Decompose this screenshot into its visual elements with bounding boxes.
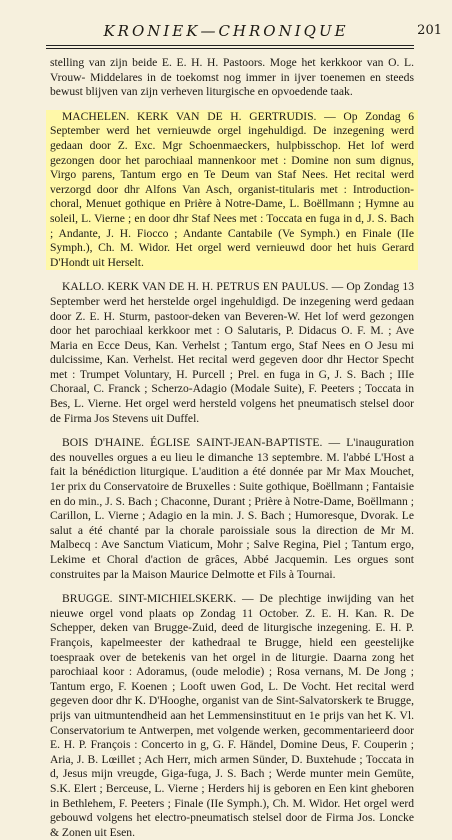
header-rule-top — [46, 45, 414, 46]
article-body — [50, 56, 414, 840]
page-number: 201 — [417, 23, 442, 38]
running-header — [0, 0, 452, 52]
paragraph-continuation: stelling van zijn beide E. E. H. H. Pastoors. Moge het kerkkoor van O. L. Vrouw- Middelares in de toekomst nog immer in ijver toenemen en steeds bewust blijven van zijn verheven liturgische en opvoedende taak. — [50, 56, 414, 99]
running-title: KRONIEK—CHRONIQUE — [103, 22, 349, 40]
news-item: KALLO. KERK VAN DE H. H. PETRUS EN PAULUS. — Op Zondag 13 September werd het herstelde orgel ingehuldigd. De inzegening werd gedaan door Z. E. H. Sturm, pastoor-deken van Beveren-W. Het lof werd gezongen door het parochiaal kerkkoor met : O Salutaris, P. Didacus O. F. M. ; Ave Maria en Ecce Deus, Kan. Verhelst ; Tantum ergo, Staf Nees en O Jesu mi dulcissime, Kan. Verhelst. Het recital werd gegeven door dhr Hector Specht met : Trumpet Voluntary, H. Purcell ; Prel. en fuga in G, J. S. Bach ; IIIe Choraal, C. Franck ; Scherzo-Adagio (Modale Suite), F. Peeters ; Toccata in Bes, L. Vierne. Het orgel werd hersteld volgens het pneumatisch stelsel door de Firma Jos Stevens uit Duffel. — [50, 280, 414, 425]
news-item: MACHELEN. KERK VAN DE H. GERTRUDIS. — Op Zondag 6 September werd het vernieuwde orgel ingehuldigd. De inzegening werd gedaan door Z. Exc. Mgr Schoenmaeckers, hulpbisschop. Het lof werd gezongen door het parochiaal mannenkoor met : Domine non sum dignus, Virgo parens, Tantum ergo en Te Deum van Staf Nees. Het recital werd verzorgd door dhr Alfons Van Asch, organist-titularis met : Introduction-choral, Menuet gothique en Prière à Notre-Dame, L. Boëllmann ; Hymne au soleil, L. Vierne ; en door dhr Staf Nees met : Toccata en fuga in d, J. S. Bach ; Andante, J. H. Fiocco ; Andante Cantabile (Ve Symph.) en Finale (IIe Symph.), Ch. M. Widor. Het orgel werd vernieuwd door het huis Gerard D'Hondt uit Herselt. — [46, 110, 418, 271]
header-rule-bottom — [46, 48, 414, 49]
news-item: BRUGGE. SINT-MICHIELSKERK. — De plechtige inwijding van het nieuwe orgel vond plaats op Zondag 11 October. Z. E. H. Kan. R. De Schepper, deken van Brugge-Zuid, deed de liturgische inzegening. E. H. P. François, kapelmeester der kathedraal te Brugge, hield een geestelijke toespraak over de betekenis van het orgel in de liturgie. Daarna zong het parochiaal koor : Adoramus, (oude melodie) ; Rosa vernans, M. De Jong ; Tantum ergo, F. Koenen ; Looft uwen God, L. De Vocht. Het recital werd gegeven door dhr K. D'Hooghe, organist van de Sint-Salvatorskerk te Brugge, prijs van uitmuntendheid aan het Lemmensinstituut en 1e prijs van het K. Vl. Conservatorium te Antwerpen, met volgende werken, gecommentarieerd door E. H. P. François : Concerto in g, G. F. Händel, Domine Deus, F. Couperin ; Aria, J. B. Lœillet ; Ach Herr, mich armen Sünder, D. Buxtehude ; Toccata in d, Jesus mijn vreugde, Giga-fuga, J. S. Bach ; Werde munter mein Gemüte, S.K. Elert ; Berceuse, L. Vierne ; Herders hij is geboren en Een kint gheboren in Bethlehem, F. Peeters ; Finale (IIe Symph.), Ch. M. Widor. Het orgel werd gebouwd volgens het electro-pneumatisch stelsel door de Firma Jos. Loncke & Zonen uit Esen. — [50, 592, 414, 839]
news-item: BOIS D'HAINE. ÉGLISE SAINT-JEAN-BAPTISTE. — L'inauguration des nouvelles orgues a eu lieu le dimanche 13 septembre. M. l'abbé L'Host a fait la bénédiction liturgique. L'audition a été donnée par Mr Max Mouchet, 1er prix du Conservatoire de Bruxelles : Suite gothique, Boëllmann ; Fantaisie en do min., J. S. Bach ; Chaconne, Durant ; Prière à Notre-Dame, Boëllmann ; Carillon, L. Vierne ; Adagio en la min. J. S. Bach ; Humoresque, Dvorak. Le salut a été chanté par la chorale paroissiale sous la direction de Mr M. Malbecq : Ave Sanctum Viaticum, Mohr ; Salve Regina, Piel ; Tantum ergo, Lekime et Choral d'action de grâces, Abbé Jacquemin. Les orgues sont construites par la Maison Maurice Delmotte et Fils à Tournai. — [50, 436, 414, 581]
